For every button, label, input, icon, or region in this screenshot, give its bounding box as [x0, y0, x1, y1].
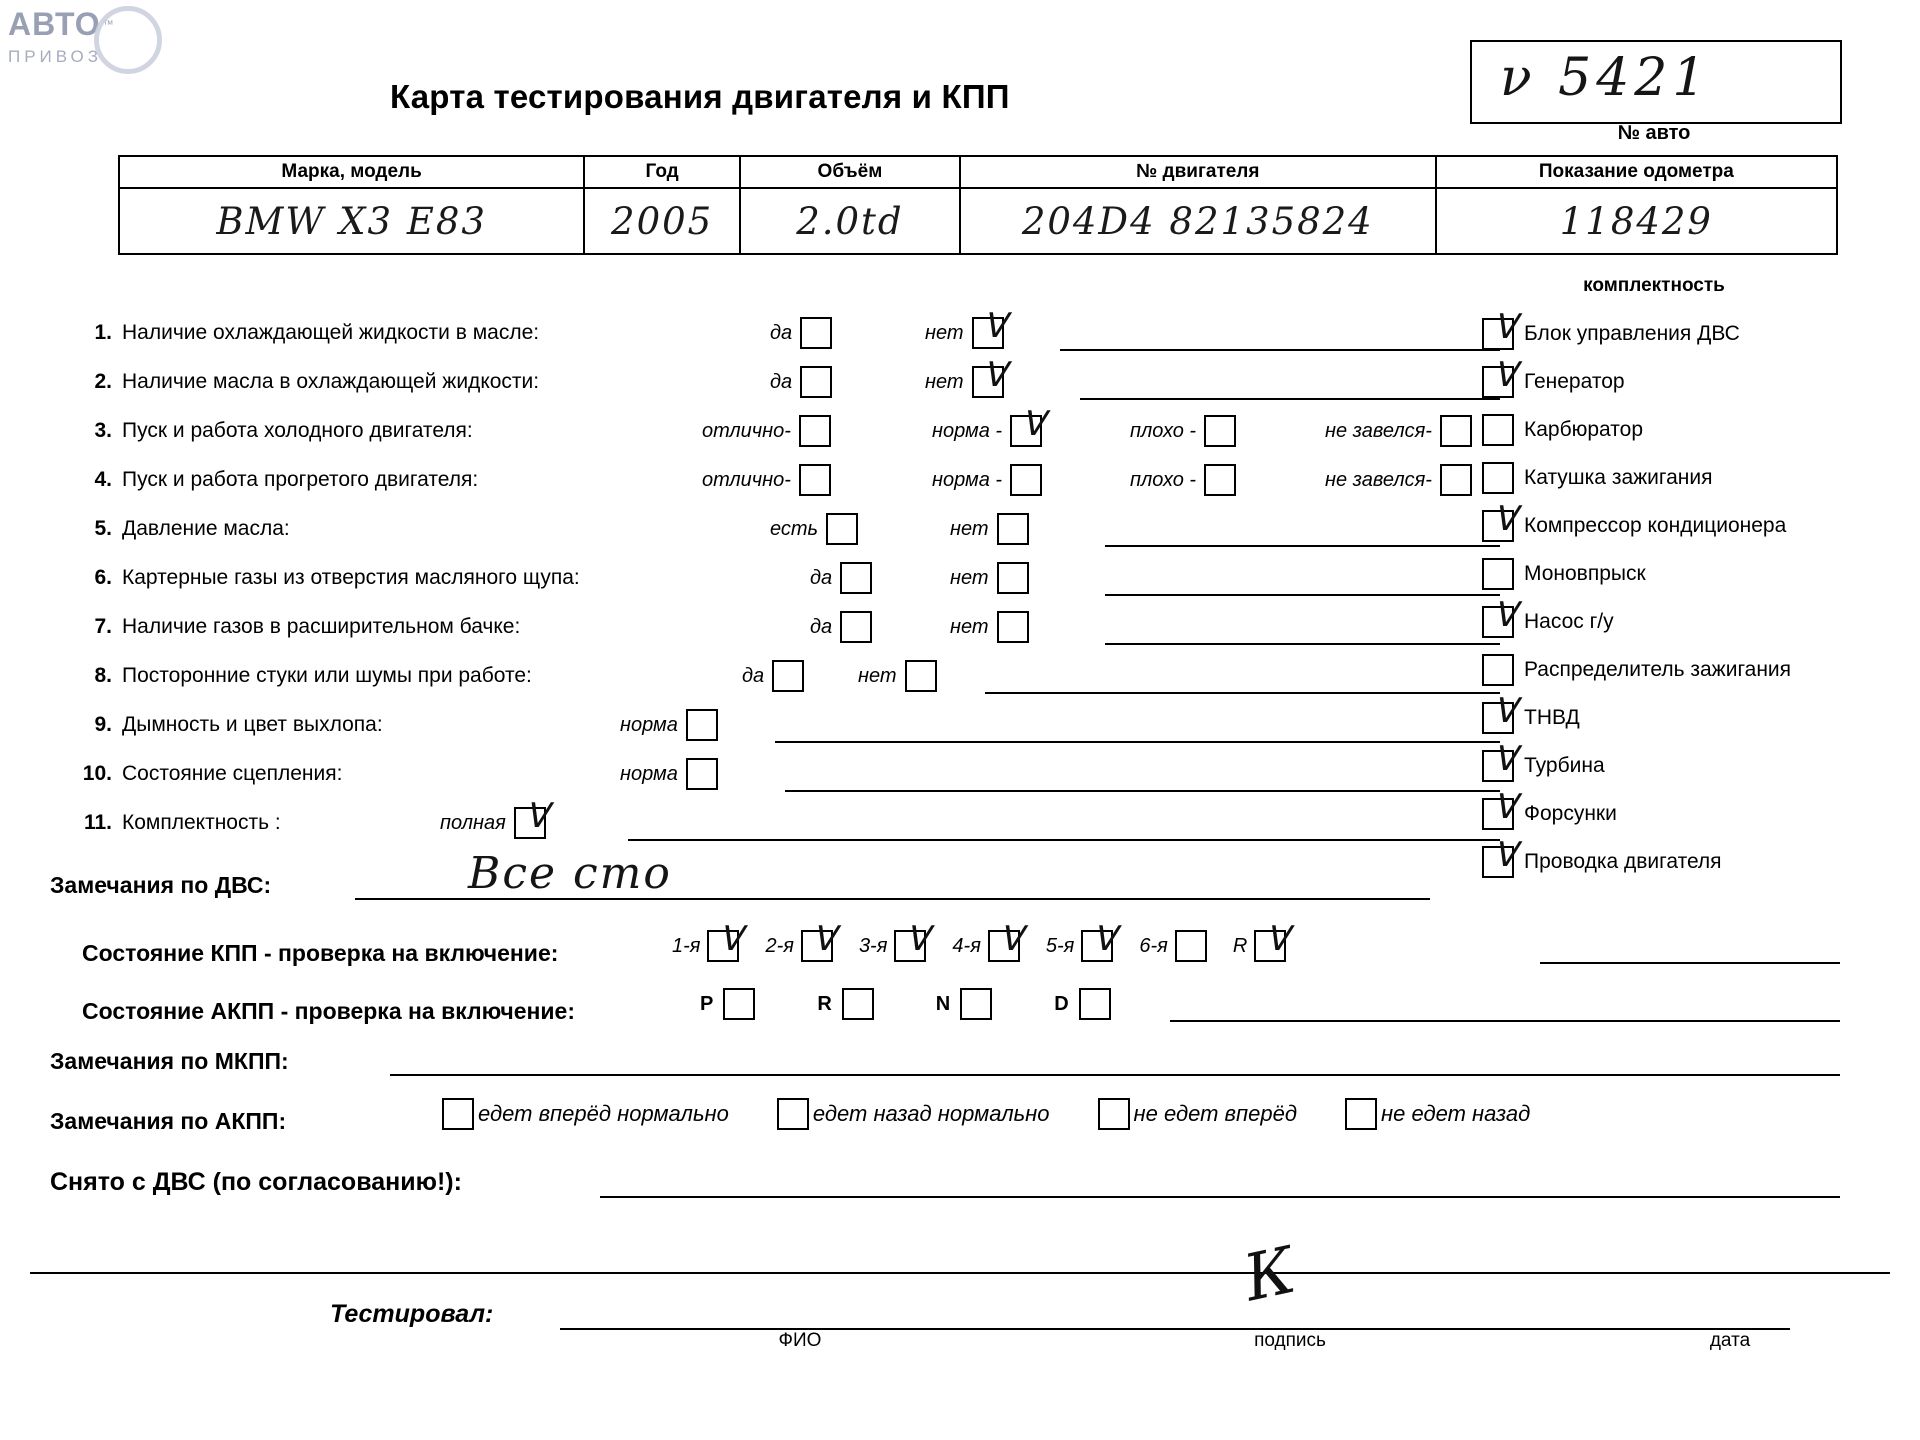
- question-number: 1.: [94, 321, 112, 344]
- gear-label: 1-я: [672, 934, 701, 957]
- akpp-item: [1054, 988, 1110, 1020]
- option-checkbox[interactable]: [826, 513, 858, 545]
- tick-mark: ᐯ: [1493, 739, 1517, 779]
- mkpp-notes-line[interactable]: [390, 1074, 1840, 1076]
- gear-label: R: [1232, 934, 1248, 957]
- akpp-note-item[interactable]: [777, 1098, 1050, 1130]
- option-checkbox[interactable]: [686, 758, 718, 790]
- col-engine-number: № двигателя: [960, 156, 1436, 188]
- akpp-check-label: Состояние АКПП - проверка на включение:: [82, 998, 576, 1024]
- akpp-note-item[interactable]: [442, 1098, 729, 1130]
- question-row-2: [70, 355, 1470, 413]
- completeness-label: Катушка зажигания: [1524, 466, 1713, 489]
- gear-label: 3-я: [858, 934, 888, 957]
- option-checkbox[interactable]: [840, 562, 872, 594]
- akpp-note-checkbox[interactable]: [777, 1098, 809, 1130]
- watermark-logo: [8, 6, 183, 78]
- gear-item: [1139, 930, 1206, 962]
- tick-mark: ᐯ: [1493, 787, 1517, 827]
- question-number: 7.: [94, 615, 112, 638]
- table-header-row: [119, 156, 1837, 188]
- option-label: норма: [620, 762, 678, 785]
- option-label: нет: [950, 517, 989, 540]
- completeness-checkbox[interactable]: [1482, 462, 1514, 494]
- question-number: 6.: [94, 566, 112, 589]
- completeness-list: [1482, 307, 1920, 886]
- completeness-checkbox[interactable]: [1482, 307, 1517, 350]
- akpp-checkbox[interactable]: [960, 988, 992, 1020]
- gear-label: 2-я: [765, 934, 794, 957]
- option-label: нет: [925, 321, 964, 344]
- vehicle-number-label: № авто: [1617, 122, 1691, 144]
- tick-mark: ᐯ: [1493, 691, 1517, 731]
- question-text: Дымность и цвет выхлопа:: [122, 713, 383, 736]
- option-label: нет: [950, 566, 989, 589]
- completeness-label: Моновпрыск: [1524, 562, 1646, 585]
- completeness-checkbox[interactable]: [1482, 654, 1514, 686]
- engine-notes-value: Все cmo: [468, 848, 672, 899]
- option-checkbox[interactable]: [905, 660, 937, 692]
- tick-mark: ᐯ: [718, 919, 743, 959]
- list-item[interactable]: [1482, 787, 1920, 838]
- gear-item: [765, 919, 836, 962]
- completeness-checkbox[interactable]: [1482, 499, 1517, 542]
- option-label: да: [810, 615, 833, 638]
- question-row-10: [70, 756, 1470, 805]
- akpp-notes-label: Замечания по АКПП:: [50, 1108, 287, 1134]
- list-item[interactable]: [1482, 550, 1920, 598]
- question-number: 4.: [94, 468, 112, 491]
- akpp-label: R: [817, 992, 832, 1015]
- list-item[interactable]: [1482, 691, 1920, 742]
- option-label: да: [810, 566, 833, 589]
- option-label: плохо -: [1130, 468, 1197, 491]
- akpp-note-label: не едет назад: [1381, 1101, 1531, 1126]
- completeness-label: Проводка двигателя: [1524, 850, 1722, 873]
- option-label: норма -: [932, 468, 1003, 491]
- signature-mark: К: [1237, 1233, 1302, 1317]
- option-label: нет: [858, 664, 897, 687]
- watermark-brand: АВТО: [8, 6, 101, 42]
- tick-mark: ᐯ: [1493, 835, 1517, 875]
- question-text: Пуск и работа холодного двигателя:: [122, 419, 473, 442]
- tick-mark: ᐯ: [1493, 499, 1517, 539]
- option-checkbox[interactable]: [1010, 464, 1042, 496]
- option-checkbox[interactable]: [1010, 404, 1045, 447]
- question-number: 3.: [94, 419, 112, 442]
- completeness-label: Распределитель зажигания: [1524, 658, 1792, 681]
- option-checkbox[interactable]: [799, 415, 831, 447]
- akpp-label: P: [700, 992, 714, 1015]
- tick-mark: ᐯ: [1021, 404, 1045, 444]
- tick-mark: ᐯ: [982, 306, 1007, 346]
- completeness-checkbox[interactable]: [1482, 355, 1517, 398]
- tick-mark: ᐯ: [982, 355, 1007, 395]
- akpp-note-item[interactable]: [1345, 1098, 1530, 1130]
- value-engine-number: 204D4 82135824: [1021, 199, 1374, 243]
- akpp-note-checkbox[interactable]: [1345, 1098, 1377, 1130]
- akpp-extra-line[interactable]: [1170, 1020, 1840, 1022]
- col-year: Год: [584, 156, 740, 188]
- option-label: есть: [770, 517, 819, 540]
- tick-mark: ᐯ: [812, 919, 836, 959]
- gear-item: [1045, 919, 1116, 962]
- removed-line[interactable]: [600, 1196, 1840, 1198]
- option-checkbox[interactable]: [997, 611, 1029, 643]
- list-item[interactable]: [1482, 499, 1920, 550]
- list-item[interactable]: [1482, 406, 1920, 454]
- option-checkbox[interactable]: [1440, 415, 1472, 447]
- list-item[interactable]: [1482, 307, 1920, 358]
- option-checkbox[interactable]: [514, 796, 549, 839]
- col-odometer: Показание одометра: [1436, 156, 1837, 188]
- option-label: нет: [950, 615, 989, 638]
- akpp-checkbox[interactable]: [1079, 988, 1111, 1020]
- akpp-label: N: [935, 992, 951, 1015]
- akpp-notes-options: [442, 1098, 1578, 1130]
- list-item[interactable]: [1482, 454, 1920, 502]
- tick-mark: ᐯ: [1493, 355, 1517, 395]
- option-checkbox[interactable]: [997, 562, 1029, 594]
- completeness-label: Форсунки: [1524, 802, 1617, 825]
- question-row-3: [70, 404, 1470, 462]
- tick-mark: ᐯ: [1265, 919, 1289, 959]
- option-label: отлично-: [702, 419, 791, 442]
- question-row-7: [70, 609, 1470, 658]
- question-number: 2.: [94, 370, 112, 393]
- question-text: Давление масла:: [122, 517, 290, 540]
- gear-label: 5-я: [1045, 934, 1075, 957]
- completeness-checkbox[interactable]: [1482, 595, 1517, 638]
- question-text: Наличие газов в расширительном бачке:: [122, 615, 521, 638]
- question-text: Комплектность :: [122, 811, 281, 834]
- akpp-note-label: едет вперёд нормально: [478, 1101, 729, 1126]
- akpp-note-checkbox[interactable]: [1098, 1098, 1130, 1130]
- tick-mark: ᐯ: [1493, 595, 1517, 635]
- akpp-note-label: не едет вперёд: [1133, 1101, 1298, 1126]
- option-label: отлично-: [702, 468, 791, 491]
- page-title: Карта тестирования двигателя и КПП: [390, 78, 1010, 115]
- option-checkbox[interactable]: [1204, 464, 1236, 496]
- question-row-5: [70, 511, 1470, 560]
- completeness-label: Блок управления ДВС: [1524, 322, 1740, 345]
- option-label: не завелся-: [1325, 419, 1432, 442]
- question-row-1: [70, 306, 1470, 364]
- watermark-tm: ™: [102, 18, 114, 31]
- tick-mark: ᐯ: [1493, 307, 1517, 347]
- akpp-item: [700, 988, 755, 1020]
- footer-divider: [30, 1272, 1890, 1274]
- question-row-4: [70, 462, 1470, 511]
- option-checkbox[interactable]: [799, 464, 831, 496]
- mkpp-check-label: Состояние КПП - проверка на включение:: [82, 940, 559, 966]
- completeness-label: Карбюратор: [1524, 418, 1644, 441]
- tick-mark: ᐯ: [999, 919, 1023, 959]
- question-text: Пуск и работа прогретого двигателя:: [122, 468, 479, 491]
- completeness-checkbox[interactable]: [1482, 739, 1517, 782]
- option-label: не завелся-: [1325, 468, 1432, 491]
- option-checkbox[interactable]: [800, 317, 832, 349]
- completeness-label: Генератор: [1524, 370, 1625, 393]
- removed-label: Снято с ДВС (по согласованию!):: [50, 1168, 462, 1196]
- option-label: полная: [440, 811, 506, 834]
- completeness-label: Турбина: [1524, 754, 1605, 777]
- question-text: Наличие охлаждающей жидкости в масле:: [122, 321, 540, 344]
- akpp-note-item[interactable]: [1098, 1098, 1298, 1130]
- option-checkbox[interactable]: [1204, 415, 1236, 447]
- mkpp-gears-row: [672, 919, 1312, 962]
- question-text: Картерные газы из отверстия масляного щупа:: [122, 566, 580, 589]
- list-item[interactable]: [1482, 835, 1920, 886]
- gear-checkbox[interactable]: [1081, 919, 1116, 962]
- completeness-checkbox[interactable]: [1482, 835, 1517, 878]
- mkpp-extra-line[interactable]: [1540, 962, 1840, 964]
- option-checkbox[interactable]: [972, 355, 1007, 398]
- completeness-checkbox[interactable]: [1482, 691, 1517, 734]
- fio-caption: ФИО: [778, 1330, 822, 1351]
- option-checkbox[interactable]: [800, 366, 832, 398]
- akpp-note-label: едет назад нормально: [812, 1101, 1050, 1126]
- gear-checkbox[interactable]: [894, 919, 930, 962]
- tick-mark: ᐯ: [905, 919, 930, 959]
- question-number: 10.: [82, 762, 112, 785]
- option-label: нет: [925, 370, 964, 393]
- value-brand-model: BMW X3 E83: [216, 199, 487, 243]
- gear-checkbox[interactable]: [1175, 930, 1207, 962]
- gear-item: [952, 919, 1023, 962]
- mkpp-notes-label: Замечания по МКПП:: [50, 1048, 289, 1074]
- question-number: 11.: [83, 811, 112, 834]
- question-number: 8.: [94, 664, 112, 687]
- completeness-checkbox[interactable]: [1482, 787, 1517, 830]
- question-row-8: [70, 658, 1470, 707]
- gear-item: [672, 919, 743, 962]
- question-row-6: [70, 560, 1470, 609]
- akpp-label: D: [1054, 992, 1069, 1015]
- col-brand-model: Марка, модель: [119, 156, 584, 188]
- engine-notes-label: Замечания по ДВС:: [50, 872, 272, 898]
- akpp-positions-row: [700, 988, 1173, 1020]
- gear-item: [1232, 919, 1289, 962]
- questions-list: [70, 306, 1470, 854]
- header-table: [118, 155, 1838, 255]
- list-item[interactable]: [1482, 355, 1920, 406]
- option-label: да: [742, 664, 765, 687]
- option-checkbox[interactable]: [997, 513, 1029, 545]
- tick-mark: ᐯ: [525, 796, 549, 836]
- gear-checkbox[interactable]: [1254, 919, 1289, 962]
- vehicle-number-value: ν 5421: [1500, 48, 1711, 108]
- question-row-9: [70, 707, 1470, 756]
- gear-label: 6-я: [1139, 934, 1168, 957]
- option-checkbox[interactable]: [686, 709, 718, 741]
- completeness-checkbox[interactable]: [1482, 558, 1514, 590]
- date-caption: дата: [1709, 1330, 1751, 1351]
- list-item[interactable]: [1482, 646, 1920, 694]
- option-label: да: [770, 370, 793, 393]
- completeness-label: Компрессор кондиционера: [1524, 514, 1787, 537]
- list-item[interactable]: [1482, 739, 1920, 790]
- option-checkbox[interactable]: [1440, 464, 1472, 496]
- completeness-title: комплектность: [1583, 275, 1725, 296]
- option-label: да: [770, 321, 793, 344]
- signature-caption: подпись: [1254, 1330, 1326, 1351]
- question-text: Посторонние стуки или шумы при работе:: [122, 664, 532, 687]
- tick-mark: ᐯ: [1092, 919, 1116, 959]
- question-row-11: [70, 796, 1470, 854]
- tested-by-label: Тестировал:: [330, 1300, 494, 1328]
- question-text: Наличие масла в охлаждающей жидкости:: [122, 370, 540, 393]
- option-label: норма -: [932, 419, 1003, 442]
- gear-checkbox[interactable]: [801, 919, 836, 962]
- option-label: норма: [620, 713, 678, 736]
- table-value-row: [119, 188, 1837, 254]
- option-checkbox[interactable]: [972, 306, 1007, 349]
- watermark-subtitle: ПРИВОЗ: [8, 47, 103, 66]
- question-text: Состояние сцепления:: [122, 762, 343, 785]
- option-label: плохо -: [1130, 419, 1197, 442]
- akpp-item: [936, 988, 992, 1020]
- value-odometer: 118429: [1559, 199, 1713, 243]
- completeness-label: Насос г/у: [1524, 610, 1614, 633]
- option-checkbox[interactable]: [840, 611, 872, 643]
- watermark-circle-icon: [94, 6, 162, 74]
- question-number: 9.: [94, 713, 112, 736]
- completeness-label: ТНВД: [1524, 706, 1580, 729]
- akpp-note-checkbox[interactable]: [442, 1098, 474, 1130]
- col-volume: Объём: [740, 156, 960, 188]
- list-item[interactable]: [1482, 595, 1920, 646]
- option-checkbox[interactable]: [772, 660, 804, 692]
- gear-checkbox[interactable]: [707, 919, 743, 962]
- gear-label: 4-я: [952, 934, 981, 957]
- akpp-checkbox[interactable]: [723, 988, 755, 1020]
- value-volume: 2.0td: [796, 199, 904, 243]
- question-number: 5.: [94, 517, 112, 540]
- gear-item: [858, 919, 930, 962]
- gear-checkbox[interactable]: [988, 919, 1023, 962]
- akpp-item: [817, 988, 873, 1020]
- value-year: 2005: [611, 199, 714, 243]
- akpp-checkbox[interactable]: [842, 988, 874, 1020]
- completeness-checkbox[interactable]: [1482, 414, 1514, 446]
